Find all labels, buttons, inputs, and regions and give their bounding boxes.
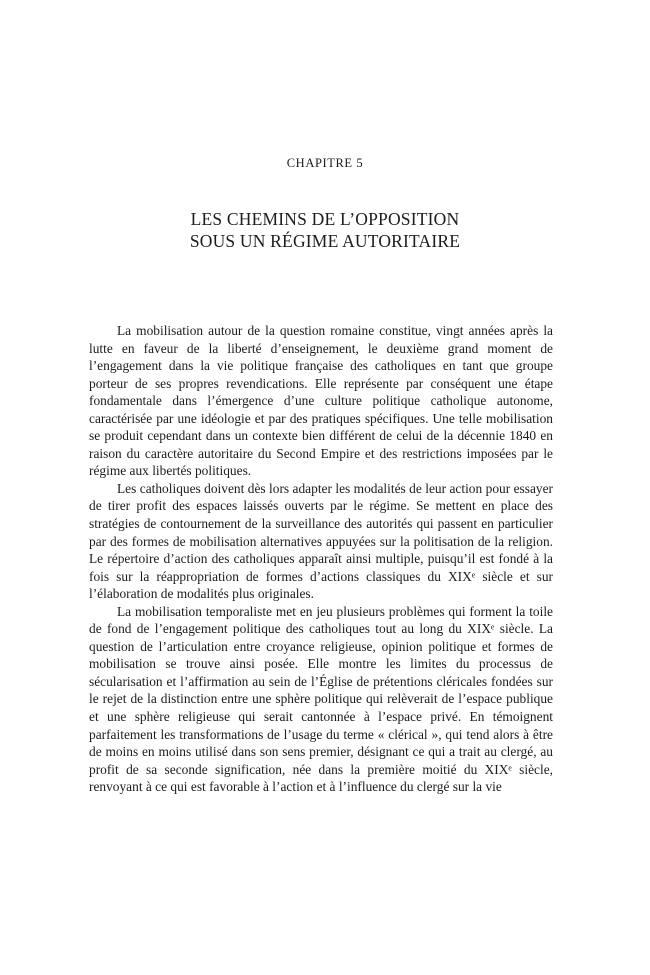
- chapter-title-line-1: LES CHEMINS DE L’OPPOSITION: [190, 209, 460, 229]
- paragraph-3: La mobilisation temporaliste met en jeu plusieurs problèmes qui forment la toile de fond de l’engagement politique des catholiques tout au long du XIXᵉ siècle. La question de l’articulation entre croyance religieuse, opinion politique et formes de mobilisation se trouve ainsi posée. Elle montre les limites du processus de sécularisation et l’affirmation au sein de l’Église de prétentions cléricales fondées sur le rejet de la distinction entre une sphère politique qui relèverait de l’espace publique et une sphère religieuse qui serait cantonnée à l’espace privé. En témoignent parfaitement les transformations de l’usage du terme « clérical », qui tend alors à être de moins en moins utilisé dans son sens premier, désignant ce qui a trait au clergé, au profit de sa seconde signification, née dans la première moitié du XIXᵉ siècle, renvoyant à ce qui est favorable à l’action et à l’influence du clergé sur la vie: [89, 603, 553, 795]
- chapter-number: CHAPITRE 5: [286, 156, 364, 170]
- paragraph-2: Les catholiques doivent dès lors adapter les modalités de leur action pour essayer de tirer profit des espaces laissés ouverts par le régime. Se mettent en place des stratégies de contournement de la surveillance des autorités qui passent en particulier par des formes de mobilisation alternatives appuyées sur la politisation de la religion. Le répertoire d’action des catholiques apparaît ainsi multiple, puisqu’il est fondé à la fois sur la réappropriation de formes d’actions classiques du XIXᵉ siècle et sur l’élaboration de modalités plus originales.: [89, 480, 553, 602]
- chapter-title-line-2: SOUS UN RÉGIME AUTORITAIRE: [189, 231, 461, 251]
- body-text: [89, 322, 553, 796]
- paragraph-1: La mobilisation autour de la question romaine constitue, vingt années après la lutte en faveur de la liberté d’enseignement, le deuxième grand moment de l’engagement dans la vie politique française des catholiques en tant que groupe porteur de ses propres revendications. Elle représente par conséquent une étape fondamentale dans l’émergence d’une culture politique catholique autonome, caractérisée par une idéologie et par des pratiques spécifiques. Une telle mobilisation se produit cependant dans un contexte bien différent de celui de la décennie 1840 en raison du caractère autoritaire du Second Empire et des restrictions imposées par le régime aux libertés politiques.: [89, 323, 553, 479]
- chapter-title: [0, 208, 650, 252]
